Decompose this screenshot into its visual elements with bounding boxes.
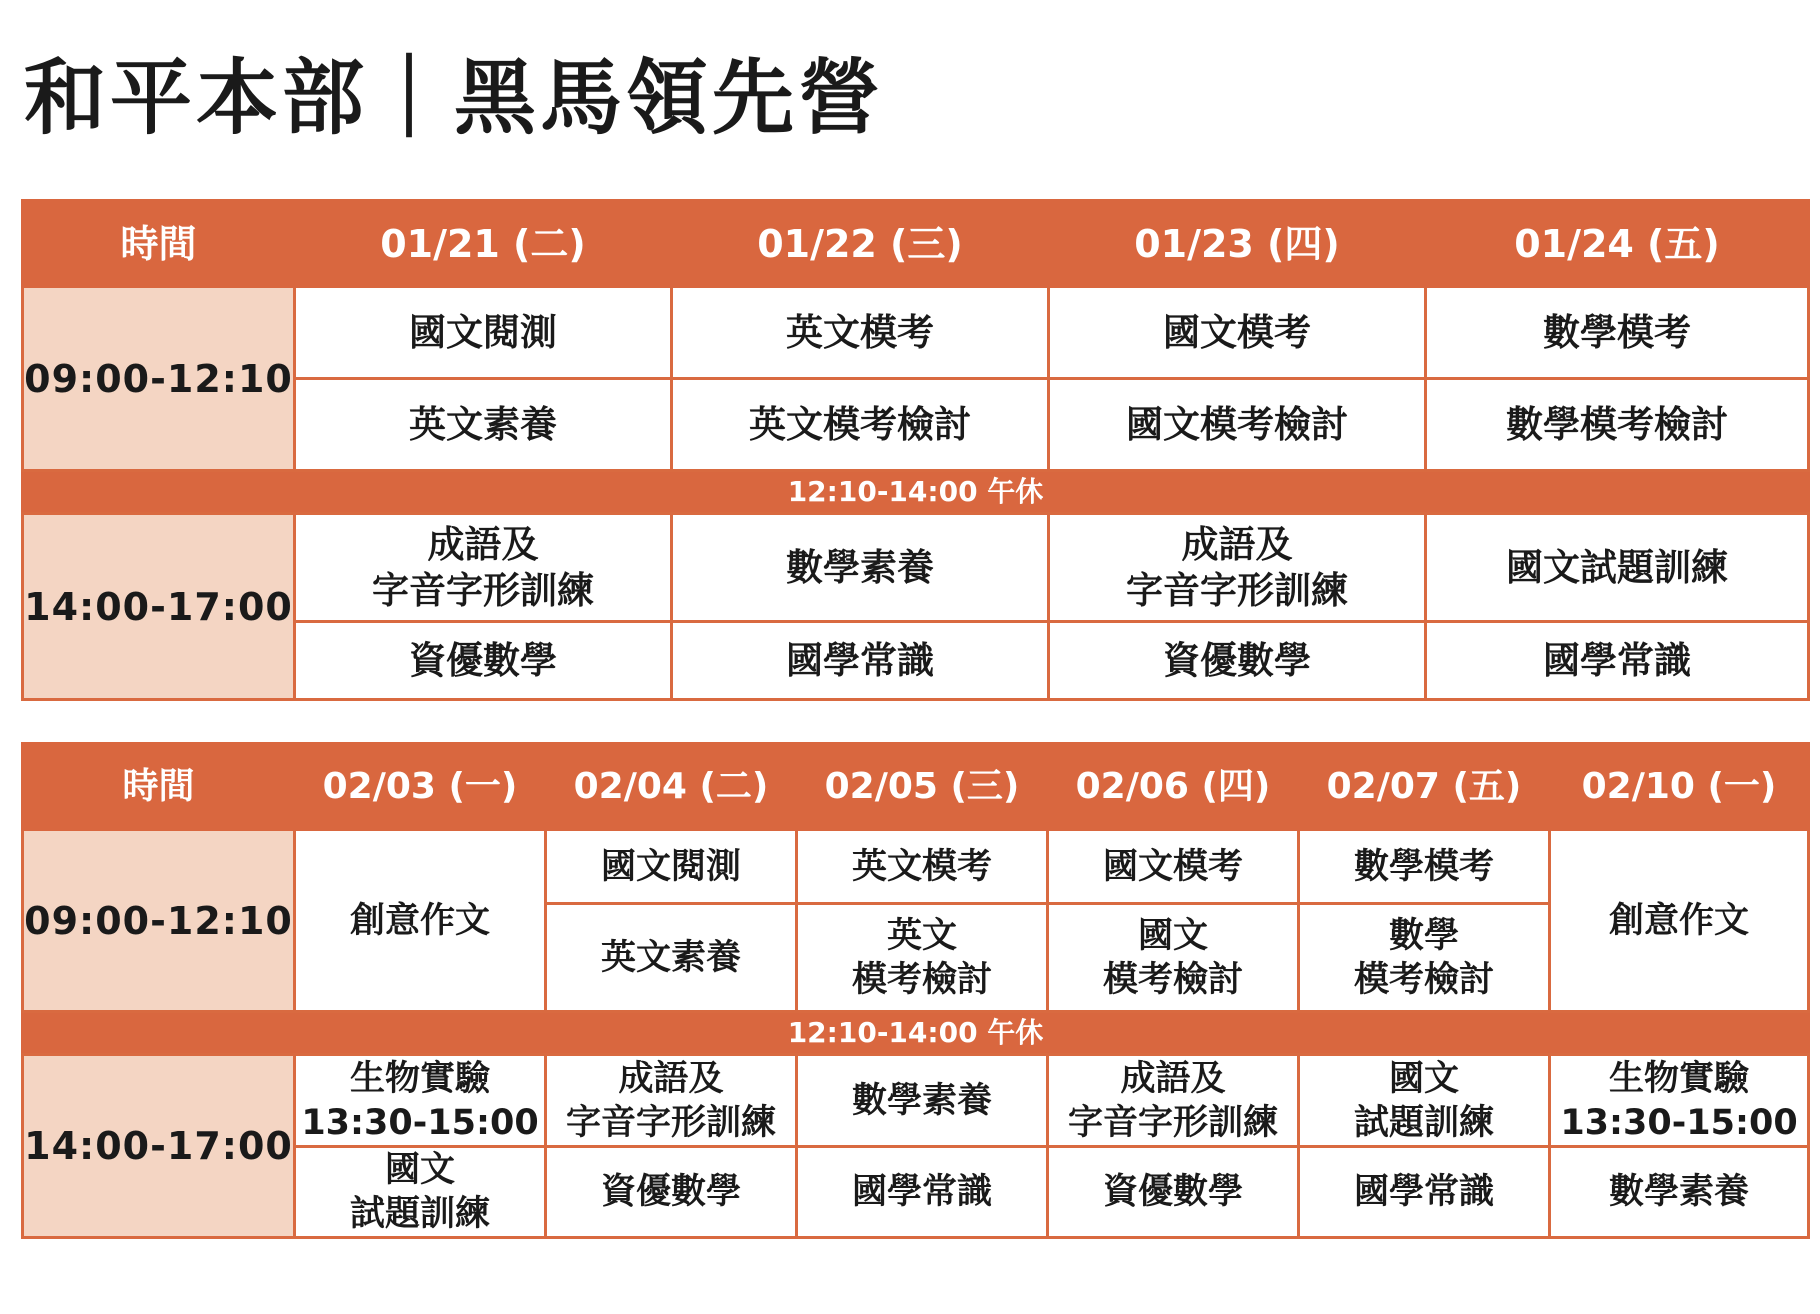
- schedule-cell: 英文模考: [797, 830, 1048, 904]
- header-cell-date: 01/24 (五): [1426, 201, 1809, 287]
- schedule-cell: [797, 1055, 1048, 1147]
- schedule-cell: 英文模考: [672, 287, 1049, 379]
- cell-line: 字音字形訓練: [1067, 1102, 1278, 1143]
- cell-line: 字音字形訓練: [1126, 568, 1348, 612]
- cell-line: 國文: [1137, 915, 1208, 956]
- cell-line: 生物實驗: [1608, 1058, 1749, 1099]
- schedule-cell: 國文模考檢討: [1049, 379, 1426, 471]
- schedule-cell: [546, 904, 797, 1012]
- schedule-cell: [1049, 514, 1426, 622]
- lunch-break-row: [23, 471, 1809, 514]
- schedule-cell: 英文素養: [295, 379, 672, 471]
- time-slot-afternoon: 14:00-17:00: [23, 514, 295, 700]
- cell-line: 英文: [886, 915, 957, 956]
- cell-line: 數學素養: [851, 1080, 992, 1121]
- cell-line: 試題訓練: [349, 1194, 490, 1234]
- schedule-cell: [295, 514, 672, 622]
- schedule-cell: [1048, 904, 1299, 1012]
- schedule-cell: [1048, 1055, 1299, 1147]
- schedule-table-january: [21, 199, 1810, 701]
- cell-line: 字音字形訓練: [565, 1102, 776, 1143]
- header-cell-date: 02/04 (二): [546, 744, 797, 830]
- cell-line: 資優數學: [600, 1172, 741, 1212]
- lunch-break-label: 12:10-14:00 午休: [23, 1012, 1809, 1055]
- cell-line: 模考檢討: [851, 959, 992, 1000]
- cell-line: 國文: [1388, 1058, 1459, 1099]
- header-cell-date: 02/05 (三): [797, 744, 1048, 830]
- schedule-cell: [546, 1147, 797, 1238]
- schedule-cell: 數學模考檢討: [1426, 379, 1809, 471]
- schedule-cell: [295, 1147, 546, 1238]
- lunch-break-label: 12:10-14:00 午休: [23, 471, 1809, 514]
- cell-line: 成語及: [1120, 1058, 1226, 1099]
- schedule-cell: 數學模考: [1426, 287, 1809, 379]
- table-row: [23, 1055, 1809, 1147]
- schedule-cell: 國文閱測: [295, 287, 672, 379]
- table-header-row: [23, 744, 1809, 830]
- schedule-cell: [295, 1055, 546, 1147]
- schedule-table-february: [21, 742, 1810, 1239]
- schedule-cell: [1299, 904, 1550, 1012]
- schedule-cell: [1550, 1147, 1809, 1238]
- schedule-cell: [797, 904, 1048, 1012]
- schedule-cell: 國學常識: [672, 622, 1049, 700]
- schedule-cell: 國文閱測: [546, 830, 797, 904]
- cell-line: 英文素養: [600, 937, 741, 978]
- cell-line: 數學素養: [1608, 1172, 1749, 1212]
- schedule-cell: 國文模考: [1049, 287, 1426, 379]
- schedule-cell: [1550, 1055, 1809, 1147]
- schedule-cell: [546, 1055, 797, 1147]
- time-slot-afternoon: 14:00-17:00: [23, 1055, 295, 1238]
- time-slot-morning: 09:00-12:10: [23, 830, 295, 1012]
- header-cell-date: 02/07 (五): [1299, 744, 1550, 830]
- cell-line: 國文試題訓練: [1506, 545, 1728, 589]
- cell-line: 字音字形訓練: [372, 568, 594, 612]
- header-cell-time: 時間: [23, 744, 295, 830]
- cell-line: 國學常識: [851, 1172, 992, 1212]
- cell-line: 成語及: [427, 522, 539, 566]
- header-cell-date: 01/21 (二): [295, 201, 672, 287]
- cell-line: 數學: [1388, 915, 1459, 956]
- schedule-cell: [672, 514, 1049, 622]
- schedule-cell: 創意作文: [295, 830, 546, 1012]
- header-cell-date: 02/10 (一): [1550, 744, 1809, 830]
- cell-line: 數學素養: [786, 545, 934, 589]
- cell-line: 13:30-15:00: [1560, 1102, 1798, 1143]
- schedule-cell: 資優數學: [295, 622, 672, 700]
- cell-line: 模考檢討: [1102, 959, 1243, 1000]
- schedule-cell: 資優數學: [1049, 622, 1426, 700]
- schedule-cell: [1426, 514, 1809, 622]
- cell-line: 試題訓練: [1353, 1102, 1494, 1143]
- header-cell-date: 02/03 (一): [295, 744, 546, 830]
- schedule-cell: [1299, 1055, 1550, 1147]
- header-cell-date: 02/06 (四): [1048, 744, 1299, 830]
- schedule-cell: [1299, 1147, 1550, 1238]
- cell-line: 13:30-15:00: [301, 1102, 539, 1143]
- schedule-cell: 英文模考檢討: [672, 379, 1049, 471]
- cell-line: 生物實驗: [349, 1058, 490, 1099]
- table-row: [23, 830, 1809, 904]
- cell-line: 模考檢討: [1353, 959, 1494, 1000]
- table-row: [23, 514, 1809, 622]
- schedule-cell: 國學常識: [1426, 622, 1809, 700]
- lunch-break-row: [23, 1012, 1809, 1055]
- schedule-cell: [797, 1147, 1048, 1238]
- header-cell-date: 01/23 (四): [1049, 201, 1426, 287]
- time-slot-morning: 09:00-12:10: [23, 287, 295, 471]
- cell-line: 國學常識: [1353, 1172, 1494, 1212]
- schedule-cell: 數學模考: [1299, 830, 1550, 904]
- schedule-cell: 國文模考: [1048, 830, 1299, 904]
- cell-line: 國文: [384, 1150, 455, 1190]
- cell-line: 成語及: [618, 1058, 724, 1099]
- schedule-cell: [1048, 1147, 1299, 1238]
- schedule-cell: 創意作文: [1550, 830, 1809, 1012]
- table-row: [23, 287, 1809, 379]
- cell-line: 資優數學: [1102, 1172, 1243, 1212]
- header-cell-date: 01/22 (三): [672, 201, 1049, 287]
- table-header-row: [23, 201, 1809, 287]
- header-cell-time: 時間: [23, 201, 295, 287]
- page-title: 和平本部｜黑馬領先營: [24, 51, 885, 146]
- cell-line: 成語及: [1181, 522, 1293, 566]
